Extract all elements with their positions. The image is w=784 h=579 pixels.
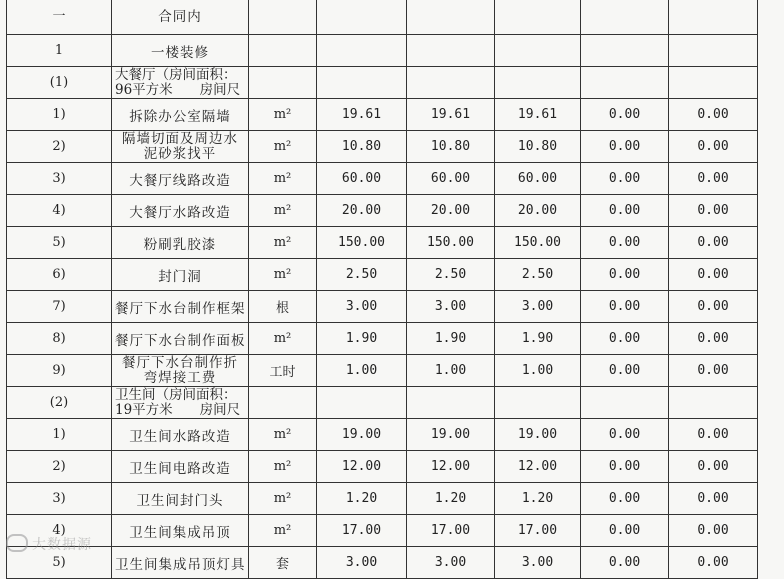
value-3: 1.90 — [495, 323, 581, 355]
row-number: (1) — [7, 67, 112, 99]
item-name: 大餐厅线路改造 — [112, 163, 249, 195]
empty-cell — [249, 0, 317, 35]
value-3: 17.00 — [495, 515, 581, 547]
value-2: 19.00 — [407, 419, 495, 451]
value-2: 3.00 — [407, 547, 495, 579]
unit — [249, 67, 317, 99]
item-name: 卫生间集成吊顶灯具 — [112, 547, 249, 579]
table-row — [7, 355, 758, 387]
table-row — [7, 259, 758, 291]
row-number: 3) — [7, 483, 112, 515]
item-name: 大餐厅（房间面积：96平方米 房间尺 — [112, 67, 249, 99]
unit: m² — [249, 163, 317, 195]
value-1: 1.90 — [317, 323, 407, 355]
item-name: 拆除办公室隔墙 — [112, 99, 249, 131]
table-row — [7, 35, 758, 67]
value-4: 0.00 — [581, 163, 669, 195]
value-2: 1.90 — [407, 323, 495, 355]
value-5: 0.00 — [669, 99, 758, 131]
table-row — [7, 291, 758, 323]
value-4: 0.00 — [581, 227, 669, 259]
value-5: 0.00 — [669, 419, 758, 451]
unit: m² — [249, 195, 317, 227]
table-row — [7, 227, 758, 259]
value-3: 2.50 — [495, 259, 581, 291]
value-2: 10.80 — [407, 131, 495, 163]
value-2: 150.00 — [407, 227, 495, 259]
table-row — [7, 451, 758, 483]
value-1: 60.00 — [317, 163, 407, 195]
table-row — [7, 323, 758, 355]
table-row — [7, 99, 758, 131]
value-2 — [407, 35, 495, 67]
value-5 — [669, 387, 758, 419]
row-number: 1 — [7, 35, 112, 67]
value-4: 0.00 — [581, 547, 669, 579]
value-3: 19.61 — [495, 99, 581, 131]
item-name: 粉刷乳胶漆 — [112, 227, 249, 259]
value-1: 20.00 — [317, 195, 407, 227]
table-row — [7, 131, 758, 163]
unit — [249, 387, 317, 419]
empty-cell — [317, 0, 407, 35]
value-4: 0.00 — [581, 483, 669, 515]
row-number: 5) — [7, 227, 112, 259]
value-2: 1.20 — [407, 483, 495, 515]
row-number: 4) — [7, 515, 112, 547]
item-name: 卫生间（房间面积：19平方米 房间尺 — [112, 387, 249, 419]
value-3: 19.00 — [495, 419, 581, 451]
unit: m² — [249, 323, 317, 355]
value-4: 0.00 — [581, 259, 669, 291]
value-2: 60.00 — [407, 163, 495, 195]
table-row — [7, 419, 758, 451]
row-number: 1) — [7, 99, 112, 131]
value-4: 0.00 — [581, 515, 669, 547]
unit: m² — [249, 227, 317, 259]
value-3 — [495, 67, 581, 99]
value-4: 0.00 — [581, 99, 669, 131]
value-2 — [407, 387, 495, 419]
table-row — [7, 387, 758, 419]
value-1 — [317, 387, 407, 419]
value-4 — [581, 387, 669, 419]
item-name: 卫生间水路改造 — [112, 419, 249, 451]
item-name: 卫生间封门头 — [112, 483, 249, 515]
value-1: 19.61 — [317, 99, 407, 131]
table-header-row — [7, 0, 758, 35]
value-5: 0.00 — [669, 323, 758, 355]
value-5: 0.00 — [669, 227, 758, 259]
unit: 套 — [249, 547, 317, 579]
value-5: 0.00 — [669, 195, 758, 227]
table-row — [7, 547, 758, 579]
unit: m² — [249, 451, 317, 483]
table-row — [7, 195, 758, 227]
watermark — [6, 534, 92, 554]
value-4: 0.00 — [581, 355, 669, 387]
value-3: 12.00 — [495, 451, 581, 483]
table-row — [7, 163, 758, 195]
value-4: 0.00 — [581, 451, 669, 483]
row-number: 2) — [7, 451, 112, 483]
item-name: 餐厅下水台制作框架 — [112, 291, 249, 323]
value-5 — [669, 35, 758, 67]
value-1: 3.00 — [317, 547, 407, 579]
row-number: 9) — [7, 355, 112, 387]
empty-cell — [495, 0, 581, 35]
value-2: 3.00 — [407, 291, 495, 323]
watermark-logo-icon — [6, 534, 28, 552]
value-5: 0.00 — [669, 515, 758, 547]
value-1: 2.50 — [317, 259, 407, 291]
value-5: 0.00 — [669, 259, 758, 291]
value-1: 150.00 — [317, 227, 407, 259]
value-2: 17.00 — [407, 515, 495, 547]
value-1 — [317, 35, 407, 67]
row-number: 1) — [7, 419, 112, 451]
value-3: 150.00 — [495, 227, 581, 259]
value-5: 0.00 — [669, 163, 758, 195]
value-3: 3.00 — [495, 547, 581, 579]
value-3 — [495, 35, 581, 67]
row-number: 4) — [7, 195, 112, 227]
value-1: 1.20 — [317, 483, 407, 515]
value-2: 2.50 — [407, 259, 495, 291]
value-4: 0.00 — [581, 131, 669, 163]
value-5: 0.00 — [669, 483, 758, 515]
row-number: 6) — [7, 259, 112, 291]
unit: m² — [249, 259, 317, 291]
value-3: 10.80 — [495, 131, 581, 163]
item-name: 大餐厅水路改造 — [112, 195, 249, 227]
value-1 — [317, 67, 407, 99]
value-1: 17.00 — [317, 515, 407, 547]
value-1: 19.00 — [317, 419, 407, 451]
empty-cell — [669, 0, 758, 35]
row-number: 7) — [7, 291, 112, 323]
value-3 — [495, 387, 581, 419]
item-name: 卫生间集成吊顶 — [112, 515, 249, 547]
row-number: (2) — [7, 387, 112, 419]
value-2 — [407, 67, 495, 99]
unit: m² — [249, 131, 317, 163]
item-name: 餐厅下水台制作面板 — [112, 323, 249, 355]
header-content: 合同内 — [112, 0, 249, 35]
value-5: 0.00 — [669, 547, 758, 579]
value-1: 3.00 — [317, 291, 407, 323]
value-5: 0.00 — [669, 291, 758, 323]
value-4: 0.00 — [581, 291, 669, 323]
value-5: 0.00 — [669, 355, 758, 387]
contract-table — [6, 0, 758, 579]
value-4 — [581, 67, 669, 99]
item-name: 卫生间电路改造 — [112, 451, 249, 483]
unit: 根 — [249, 291, 317, 323]
watermark-text: 大数据源 — [32, 537, 92, 553]
row-number: 5) — [7, 547, 112, 579]
value-4: 0.00 — [581, 195, 669, 227]
value-4: 0.00 — [581, 419, 669, 451]
value-3: 60.00 — [495, 163, 581, 195]
table-body — [7, 0, 758, 579]
unit: 工时 — [249, 355, 317, 387]
table-row — [7, 483, 758, 515]
value-2: 20.00 — [407, 195, 495, 227]
unit: m² — [249, 99, 317, 131]
item-name: 一楼装修 — [112, 35, 249, 67]
header-no: 一 — [7, 0, 112, 35]
value-2: 12.00 — [407, 451, 495, 483]
item-name: 餐厅下水台制作折弯焊接工费 — [112, 355, 249, 387]
row-number: 2) — [7, 131, 112, 163]
value-3: 1.20 — [495, 483, 581, 515]
row-number: 3) — [7, 163, 112, 195]
unit: m² — [249, 483, 317, 515]
value-2: 1.00 — [407, 355, 495, 387]
unit — [249, 35, 317, 67]
value-5: 0.00 — [669, 451, 758, 483]
value-3: 20.00 — [495, 195, 581, 227]
unit: m² — [249, 419, 317, 451]
empty-cell — [581, 0, 669, 35]
value-5: 0.00 — [669, 131, 758, 163]
row-number: 8) — [7, 323, 112, 355]
item-name: 封门洞 — [112, 259, 249, 291]
value-1: 12.00 — [317, 451, 407, 483]
value-1: 10.80 — [317, 131, 407, 163]
table-row — [7, 515, 758, 547]
value-1: 1.00 — [317, 355, 407, 387]
table-row — [7, 67, 758, 99]
unit: m² — [249, 515, 317, 547]
value-3: 3.00 — [495, 291, 581, 323]
value-5 — [669, 67, 758, 99]
value-2: 19.61 — [407, 99, 495, 131]
empty-cell — [407, 0, 495, 35]
value-4 — [581, 35, 669, 67]
item-name: 隔墙切面及周边水泥砂浆找平 — [112, 131, 249, 163]
value-4: 0.00 — [581, 323, 669, 355]
value-3: 1.00 — [495, 355, 581, 387]
